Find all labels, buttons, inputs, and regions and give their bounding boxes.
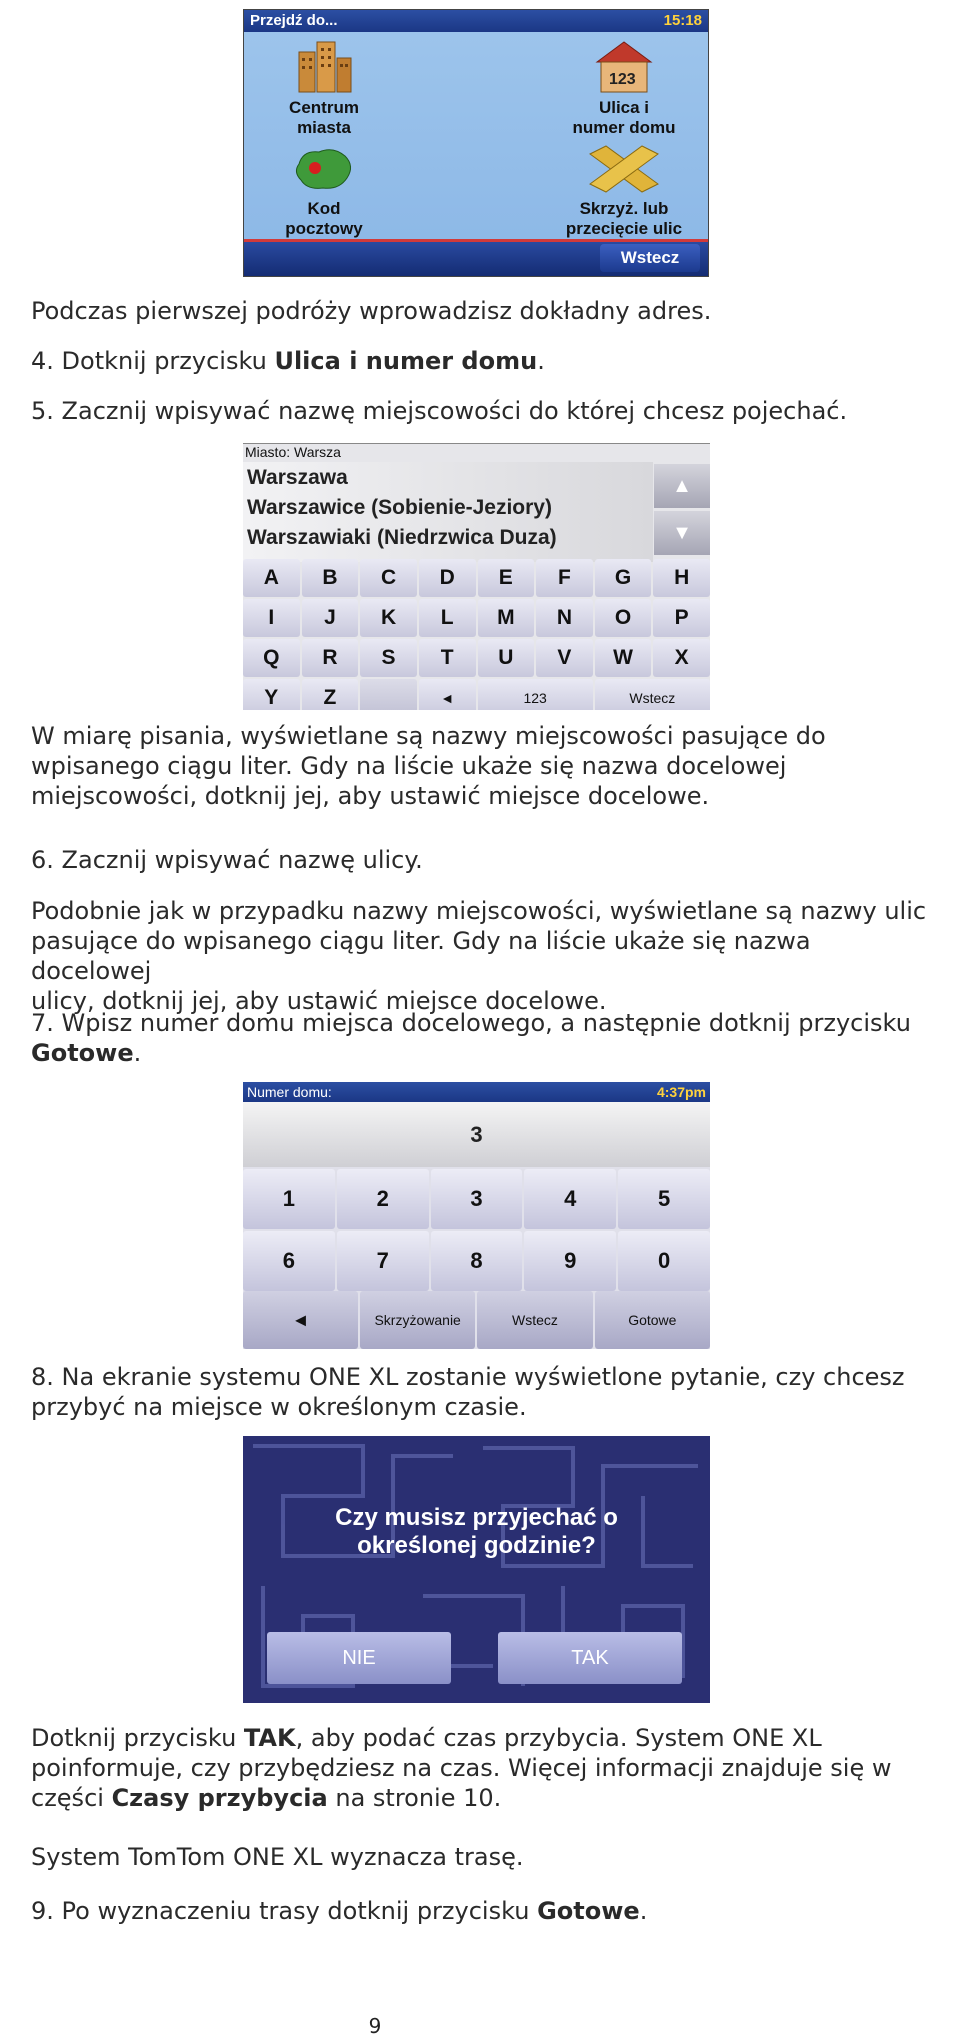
step-text: Na ekranie systemu ONE XL zostanie wyświetlone pytanie, czy chcesz [61,1363,905,1391]
paragraph-text: części [31,1784,112,1812]
crossing-or-intersection-button[interactable] [544,144,704,239]
numeric-keys-button[interactable]: 123 [478,679,593,710]
key-9[interactable]: 9 [524,1231,616,1291]
house-number-screen [243,1082,710,1349]
back-button[interactable]: Wstecz [600,244,700,272]
tile-label-line1: Centrum [289,98,359,117]
no-button[interactable]: NIE [267,1632,451,1684]
crossroads-icon [584,144,664,194]
city-result-item[interactable]: Warszawiaki (Niedrzwica Duza) [247,526,557,549]
screen-title-bar [243,1082,710,1102]
house-number-icon [589,38,659,93]
keypad-actions [243,1291,710,1349]
paragraph-line: poinformuje, czy przybędziesz na czas. Więcej informacji znajduje się w [31,1754,892,1782]
arrival-time-question-screen [243,1436,710,1703]
key-b[interactable]: B [302,559,359,597]
crossing-button[interactable]: Skrzyżowanie [360,1291,475,1349]
key-j[interactable]: J [302,599,359,637]
key-6[interactable]: 6 [243,1231,335,1291]
paragraph-text: na stronie 10. [327,1784,502,1812]
step-bold: Gotowe [31,1039,134,1067]
step-text: Wpisz numer domu miejsca docelowego, a następnie dotknij przycisku [61,1009,911,1037]
map-region-icon [289,144,359,194]
step-bold: Ulica i numer domu [274,347,538,375]
city-field-label: Miasto: Warsza [245,444,341,460]
postcode-button[interactable] [244,144,404,239]
step-text-end: . [639,1897,648,1925]
paragraph-route-calc: System TomTom ONE XL wyznacza trasę. [31,1843,524,1871]
key-u[interactable]: U [478,639,535,677]
letter-keyboard [243,559,710,710]
down-arrow-icon: ▼ [672,522,692,544]
paragraph-bold: Czasy przybycia [111,1784,328,1812]
key-k[interactable]: K [360,599,417,637]
step-number: 8. [31,1363,54,1391]
paragraph-line: ulicy, dotknij jej, aby ustawić miejsce docelowe. [31,987,607,1015]
key-7[interactable]: 7 [337,1231,429,1291]
key-r[interactable]: R [302,639,359,677]
key-g[interactable]: G [595,559,652,597]
backspace-button[interactable] [243,1291,358,1349]
screen-title-bar [244,10,708,32]
paragraph-arrival-time [31,1723,936,1813]
key-c[interactable]: C [360,559,417,597]
city-results-list [243,462,653,562]
key-v[interactable]: V [536,639,593,677]
step-7 [31,1008,936,1068]
key-space[interactable] [360,679,417,710]
city-result-item[interactable]: Warszawa [247,466,348,489]
page-number: 9 [368,2014,382,2038]
step-number: 9. [31,1897,54,1925]
key-1[interactable]: 1 [243,1169,335,1229]
back-button[interactable]: Wstecz [595,679,710,710]
key-l[interactable]: L [419,599,476,637]
arrival-question [243,1504,710,1560]
key-q[interactable]: Q [243,639,300,677]
number-keypad [243,1169,710,1291]
svg-text:123: 123 [609,71,636,88]
paragraph-line: Podobnie jak w przypadku nazwy miejscowości, wyświetlane są nazwy ulic [31,897,927,925]
paragraph-bold: TAK [243,1724,296,1752]
clock: 4:37pm [656,1084,706,1100]
key-5[interactable]: 5 [618,1169,710,1229]
backspace-arrow-icon: ◄ [291,1310,310,1330]
street-and-house-number-button[interactable] [544,38,704,138]
paragraph-line: wpisanego ciągu liter. Gdy na liście ukaże się nazwa docelowej [31,752,787,780]
step-text: Dotknij przycisku [61,347,275,375]
step-text: Zacznij wpisywać nazwę miejscowości do której chcesz pojechać. [61,397,848,425]
step-9 [31,1896,936,1926]
house-number-entry: 3 [243,1102,710,1167]
paragraph-line: pasujące do wpisanego ciągu liter. Gdy na liście ukaże się nazwa docelowej [31,927,811,985]
tile-label-line1: Ulica i [598,98,650,117]
navigate-to-screen [243,9,709,277]
tile-label-line1: Skrzyż. lub [579,199,669,218]
paragraph-intro: Podczas pierwszej podróży wprowadzisz dokładny adres. [31,297,712,325]
step-4 [31,346,936,376]
step-text-line2: przybyć na miejsce w określonym czasie. [31,1393,527,1421]
step-number: 5. [31,397,54,425]
step-text-end: . [133,1039,142,1067]
step-number: 7. [31,1009,54,1037]
paragraph-text: , aby podać czas przybycia. System ONE XL [295,1724,822,1752]
key-y[interactable]: Y [243,679,300,710]
tile-label-line2: przecięcie ulic [565,219,683,238]
yes-button[interactable]: TAK [498,1632,682,1684]
key-4[interactable]: 4 [524,1169,616,1229]
tile-label-line2: numer domu [572,118,676,137]
done-button[interactable]: Gotowe [595,1291,710,1349]
key-p[interactable]: P [653,599,710,637]
key-2[interactable]: 2 [337,1169,429,1229]
key-h[interactable]: H [653,559,710,597]
key-o[interactable]: O [595,599,652,637]
key-m[interactable]: M [478,599,535,637]
step-text-end: . [537,347,545,375]
paragraph-city-matching [31,721,936,811]
key-x[interactable]: X [653,639,710,677]
key-i[interactable]: I [243,599,300,637]
step-6 [31,845,936,875]
step-text: Po wyznaczeniu trasy dotknij przycisku [61,1897,538,1925]
scroll-up-button[interactable] [654,464,710,508]
key-a[interactable]: A [243,559,300,597]
paragraph-line: miejscowości, dotknij jej, aby ustawić miejsce docelowe. [31,782,710,810]
tile-label-line2: pocztowy [285,219,363,238]
backspace-arrow-icon: ◄ [440,690,455,706]
step-text: Zacznij wpisywać nazwę ulicy. [61,846,423,874]
city-center-button[interactable] [244,38,404,138]
city-entry-screen [243,443,710,710]
question-line2: określonej godzinie? [357,1532,596,1559]
backspace-button[interactable] [419,679,476,710]
key-e[interactable]: E [478,559,535,597]
key-w[interactable]: W [595,639,652,677]
key-3[interactable]: 3 [431,1169,523,1229]
key-f[interactable]: F [536,559,593,597]
tile-label-line2: miasta [297,118,351,137]
city-buildings-icon [289,38,359,93]
step-8 [31,1362,936,1422]
step-5 [31,396,936,426]
screen-title: Numer domu: [247,1084,332,1100]
question-line1: Czy musisz przyjechać o [335,1504,618,1531]
paragraph-text: Dotknij przycisku [31,1724,244,1752]
key-d[interactable]: D [419,559,476,597]
back-button[interactable]: Wstecz [477,1291,592,1349]
screen-title: Przejdź do... [250,12,338,29]
key-0[interactable]: 0 [618,1231,710,1291]
key-z[interactable]: Z [302,679,359,710]
step-number: 4. [31,347,54,375]
tile-label-line1: Kod [307,199,341,218]
key-s[interactable]: S [360,639,417,677]
step-bold: Gotowe [537,1897,640,1925]
key-t[interactable]: T [419,639,476,677]
key-n[interactable]: N [536,599,593,637]
clock: 15:18 [663,12,702,29]
paragraph-line: W miarę pisania, wyświetlane są nazwy miejscowości pasujące do [31,722,826,750]
up-arrow-icon: ▲ [672,475,692,497]
step-number: 6. [31,846,54,874]
scroll-down-button[interactable] [654,511,710,555]
city-result-item[interactable]: Warszawice (Sobienie-Jeziory) [247,496,552,519]
key-8[interactable]: 8 [431,1231,523,1291]
paragraph-street-matching [31,896,936,1016]
